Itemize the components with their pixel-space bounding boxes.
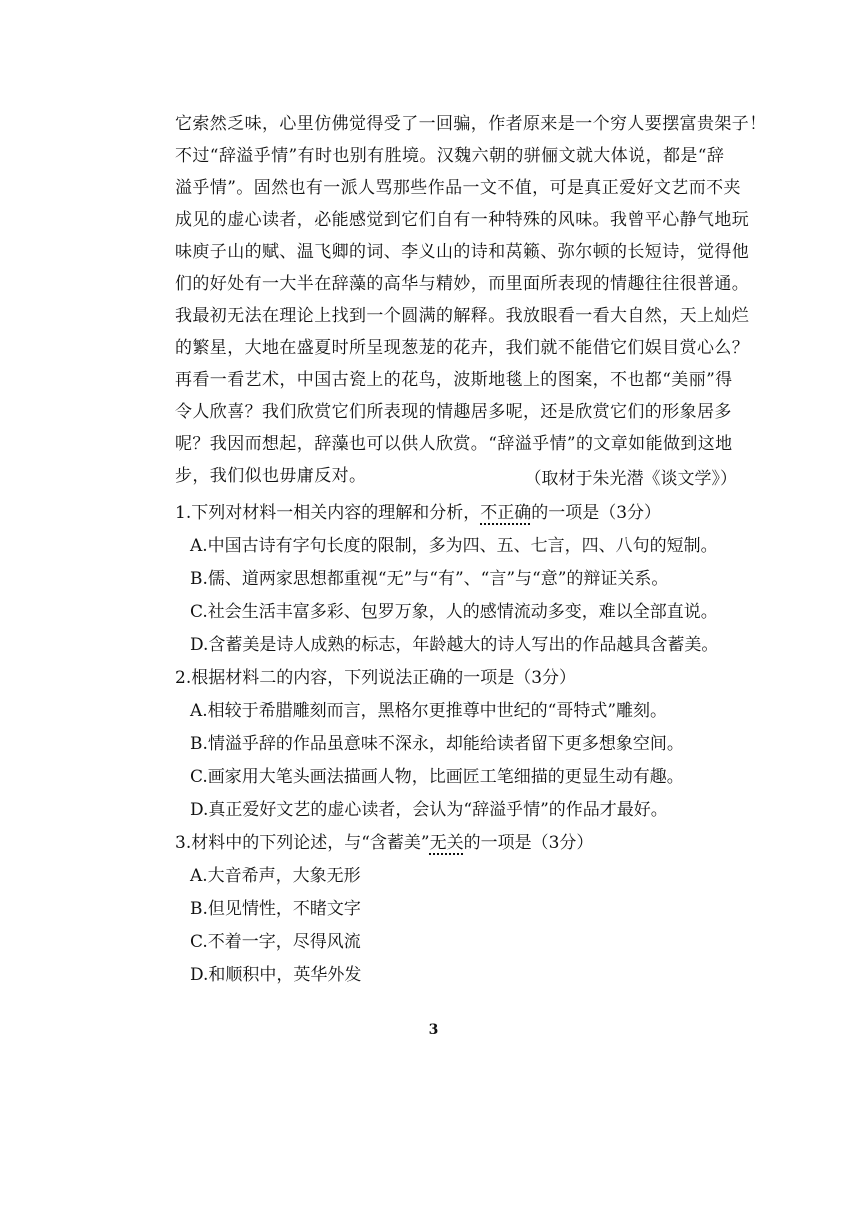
passage-line: 令人欣喜？我们欣赏它们所表现的情趣居多呢，还是欣赏它们的形象居多 (175, 402, 732, 422)
passage-line: 不过“辞溢乎情”有时也别有胜境。汉魏六朝的骈俪文就大体说，都是“辞 (175, 146, 725, 166)
question-2-option-c: C.画家用大笔头画法描画人物，比画匠工笔细描的更显生动有趣。 (190, 767, 684, 787)
page-number: 3 (428, 1022, 439, 1038)
question-3-option-b: B.但见情性，不睹文字 (190, 899, 361, 919)
emphasis-text: 无关 (429, 833, 464, 853)
question-3-option-a: A.大音希声，大象无形 (190, 866, 361, 886)
passage-line: 我最初无法在理论上找到一个圆满的解释。我放眼看一看大自然，天上灿烂 (175, 306, 750, 326)
passage-line: 们的好处有一大半在辞藻的高华与精妙，而里面所表现的情趣往往很普通。 (175, 274, 750, 294)
question-list (175, 497, 775, 992)
question-stem-text: 1.下列对材料一相关内容的理解和分析， (175, 503, 481, 523)
passage-line: 步，我们似也毋庸反对。 (175, 466, 367, 486)
question-1-option-c: C.社会生活丰富多彩、包罗万象，人的感情流动多变，难以全部直说。 (190, 602, 718, 622)
question-1-option-b: B.儒、道两家思想都重视“无”与“有”、“言”与“意”的辩证关系。 (190, 569, 669, 589)
passage-line: 成见的虚心读者，必能感觉到它们自有一种特殊的风味。我曾平心静气地玩 (175, 210, 750, 230)
passage-line: 溢乎情”。固然也有一派人骂那些作品一文不值，可是真正爱好文艺而不夹 (175, 178, 741, 198)
question-stem-text: 3.材料中的下列论述，与“含蓄美” (175, 833, 430, 853)
question-stem-text: 2.根据材料二的内容，下列说法正确的一项是（3分） (175, 668, 577, 688)
question-2-option-d: D.真正爱好文艺的虚心读者，会认为“辞溢乎情”的作品才最好。 (190, 800, 668, 820)
passage-text (175, 108, 767, 492)
passage-line: 味庾子山的赋、温飞卿的词、李义山的诗和莴籁、弥尔顿的长短诗，觉得他 (175, 242, 750, 262)
question-3-option-c: C.不着一字，尽得风流 (190, 932, 361, 952)
question-1-option-d: D.含蓄美是诗人成熟的标志，年龄越大的诗人写出的作品越具含蓄美。 (190, 635, 719, 655)
question-stem-text: 的一项是（3分） (531, 503, 662, 523)
question-1-option-a: A.中国古诗有字句长度的限制，多为四、五、七言，四、八句的短制。 (190, 536, 718, 556)
question-2-option-a: A.相较于希腊雕刻而言，黑格尔更推尊中世纪的“哥特式”雕刻。 (190, 701, 668, 721)
passage-line: 再看一看艺术，中国古瓷上的花鸟，波斯地毯上的图案，不也都“美丽”得 (175, 370, 733, 390)
passage-line: 它索然乏味，心里仿佛觉得受了一回骗，作者原来是一个穷人要摆富贵架子！ (175, 114, 767, 134)
passage-line: 的繁星，大地在盛夏时所呈现葱茏的花卉，我们就不能借它们娱目赏心么？ (175, 338, 750, 358)
question-3-stem (175, 827, 775, 860)
source-citation: （取材于朱光潜《谈文学》） (524, 469, 737, 489)
question-3-option-d: D.和顺积中，英华外发 (190, 965, 362, 985)
question-2-stem (175, 662, 775, 695)
emphasis-text: 不正确 (480, 503, 532, 523)
question-stem-text: 的一项是（3分） (463, 833, 594, 853)
question-2-option-b: B.情溢乎辞的作品虽意味不深永，却能给读者留下更多想象空间。 (190, 734, 684, 754)
passage-line: 呢？我因而想起，辞藻也可以供人欣赏。“辞溢乎情”的文章如能做到这地 (175, 434, 733, 454)
question-1-stem (175, 497, 775, 530)
